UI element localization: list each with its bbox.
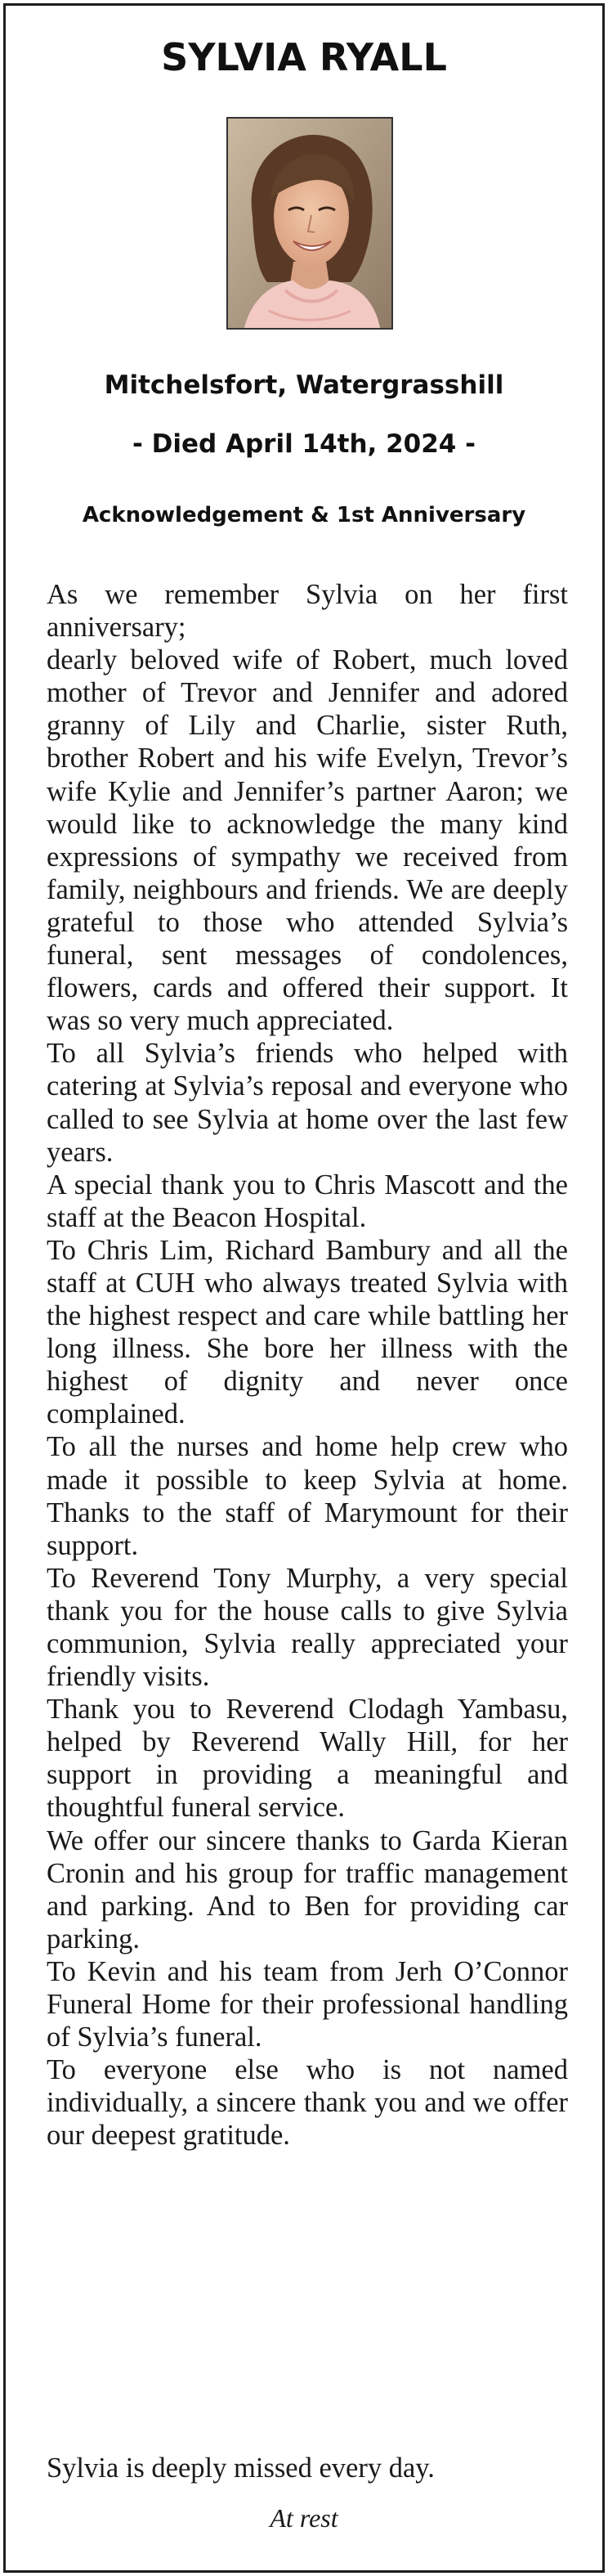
notice-body xyxy=(47,578,568,2152)
deceased-name: SYLVIA RYALL xyxy=(161,35,447,79)
body-paragraph: Thank you to Reverend Clodagh Yambasu, helped by Reverend Wally Hill, for her support in providing a meaningful and thoughtful funeral service. xyxy=(47,1694,568,1824)
body-paragraph: dearly beloved wife of Robert, much loved mother of Trevor and Jennifer and adored granny of Lily and Charlie, sister Ruth, brother Robert and his wife Evelyn, Trevor’s wife Kylie and Jennifer’s partner Aaron; we would like to acknowledge the many kind expressions of sympathy we received from family, neighbours and friends. We are deeply grateful to those who attended Sylvia’s funeral, sent messages of condolences, flowers, cards and offered their support. It was so very much appreciated. xyxy=(47,644,568,1037)
body-paragraph: To Kevin and his team from Jerh O’Connor Funeral Home for their professional handling of Sylvia’s funeral. xyxy=(47,1955,568,2053)
notice-heading: Acknowledgement & 1st Anniversary xyxy=(82,503,526,527)
signoff-line: At rest xyxy=(270,2503,338,2533)
body-paragraph: To everyone else who is not named individually, a sincere thank you and we offer our deepest gratitude. xyxy=(47,2054,568,2152)
body-paragraph: To Chris Lim, Richard Bambury and all the staff at CUH who always treated Sylvia with the highest respect and care while battling her long illness. She bore her illness with the highest of dignity and never once complained. xyxy=(47,1234,568,1430)
portrait-illustration xyxy=(228,119,391,328)
portrait-photo xyxy=(226,117,393,330)
body-paragraph: We offer our sincere thanks to Garda Kieran Cronin and his group for traffic management and parking. And to Ben for providing car parking. xyxy=(47,1824,568,1954)
notice-frame xyxy=(3,3,605,2573)
closing-line: Sylvia is deeply missed every day. xyxy=(47,2453,435,2484)
location-line: Mitchelsfort, Watergrasshill xyxy=(104,370,504,400)
body-paragraph: To all the nurses and home help crew who made it possible to keep Sylvia at home. Thanks to the staff of Marymount for their support. xyxy=(47,1431,568,1561)
body-paragraph: To all Sylvia’s friends who helped with catering at Sylvia’s reposal and everyone who called to see Sylvia at home over the last few years. xyxy=(47,1038,568,1168)
body-paragraph: A special thank you to Chris Mascott and the staff at the Beacon Hospital. xyxy=(47,1169,568,1233)
date-of-death: - Died April 14th, 2024 - xyxy=(132,429,476,459)
body-paragraph: To Reverend Tony Murphy, a very special thank you for the house calls to give Sylvia communion, Sylvia really appreciated your friendly visits. xyxy=(47,1562,568,1693)
body-paragraph: As we remember Sylvia on her first anniversary; xyxy=(47,579,568,644)
